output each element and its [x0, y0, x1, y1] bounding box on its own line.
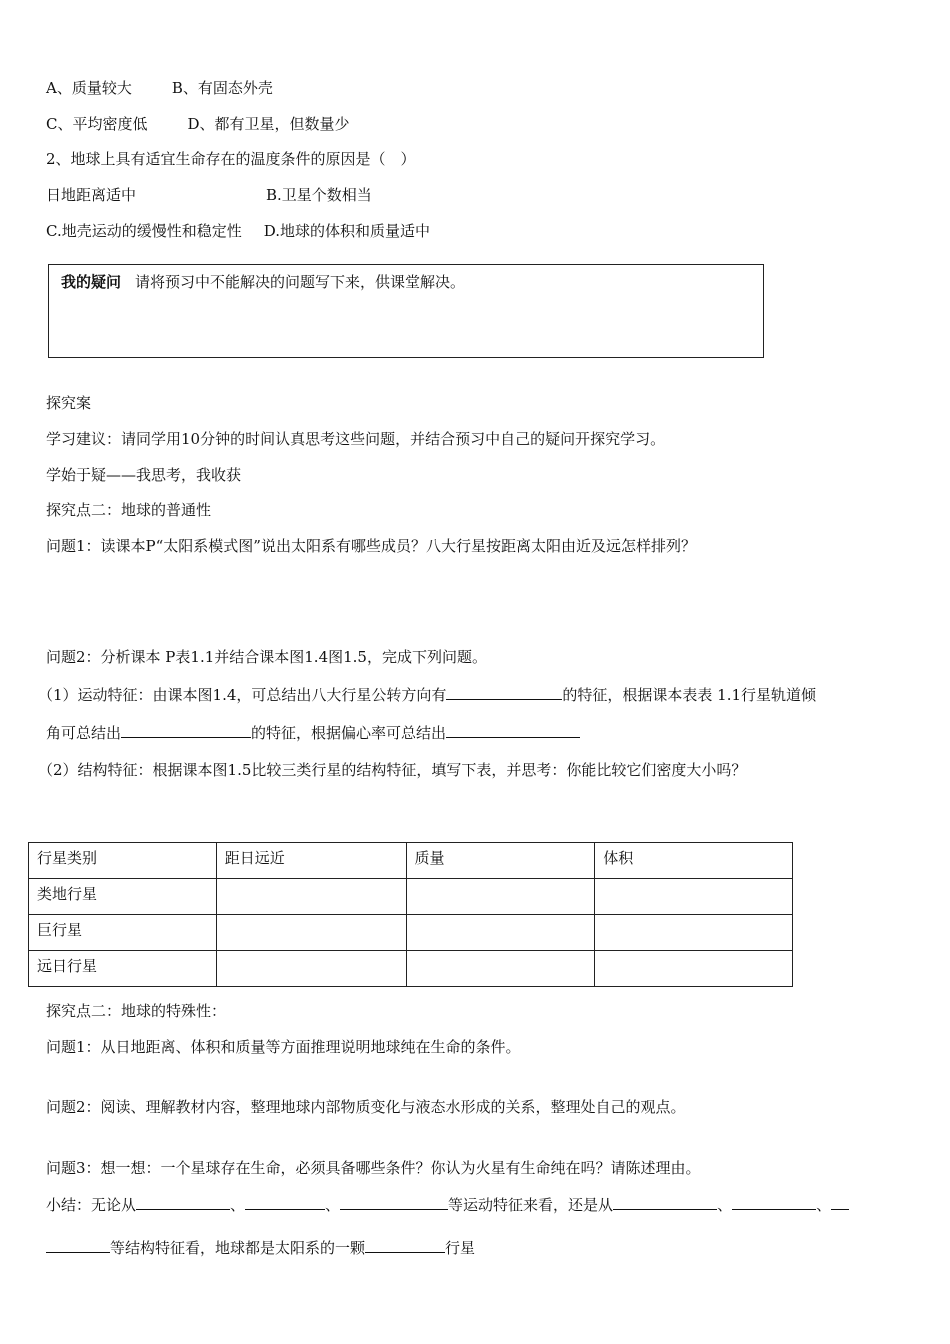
- table-header-cell: 行星类别: [29, 843, 217, 879]
- table-cell[interactable]: [406, 951, 595, 987]
- q2-options-row-ab: [46, 185, 372, 205]
- table-cell[interactable]: [595, 915, 793, 951]
- point2-question-2: 问题2：阅读、理解教材内容，整理地球内部物质变化与液态水形成的关系，整理处自己的观点。: [46, 1098, 686, 1116]
- blank-summary-3[interactable]: [340, 1194, 448, 1210]
- doubt-box-text: 请将预习中不能解决的问题写下来，供课堂解决。: [135, 273, 466, 291]
- motion-text-c: 角可总结出: [46, 724, 122, 742]
- table-row-label: 类地行星: [29, 879, 217, 915]
- blank-summary-6[interactable]: [831, 1194, 849, 1210]
- table-row: [29, 951, 793, 987]
- q2-option-b: B.卫星个数相当: [266, 186, 372, 204]
- table-row: [29, 915, 793, 951]
- summary-sep-1: 、: [230, 1196, 246, 1214]
- point1-question-1: 问题1：读课本P“太阳系模式图”说出太阳系有哪些成员？八大行星按距离太阳由近及远怎样排列？: [46, 537, 696, 555]
- explore-point-1-title: 探究点二：地球的普通性: [46, 501, 212, 519]
- summary-text-d: 行星: [445, 1239, 476, 1257]
- option-d: D、都有卫星，但数量少: [187, 115, 350, 133]
- summary-line1: [46, 1194, 849, 1215]
- doubt-box-label: 我的疑问: [61, 273, 122, 291]
- structure-features: （2）结构特征：根据课本图1.5比较三类行星的结构特征，填写下表，并思考：你能比较它们密度大小吗？: [38, 761, 747, 779]
- q2-options-row-cd: [46, 221, 430, 241]
- explore-point-2-title: 探究点二：地球的特殊性：: [46, 1002, 227, 1020]
- question-2-stem: 2、地球上具有适宜生命存在的温度条件的原因是（ ）: [46, 150, 416, 168]
- option-b: B、有固态外壳: [171, 79, 273, 97]
- table-row-label: 远日行星: [29, 951, 217, 987]
- table-header-cell: 距日远近: [216, 843, 406, 879]
- q2-option-a: 日地距离适中: [46, 186, 137, 204]
- motion-text-b: 的特征，根据课本表表 1.1行星轨道倾: [562, 686, 817, 704]
- doubt-box[interactable]: [48, 264, 764, 358]
- table-header-row: [29, 843, 793, 879]
- motion-features-line2: [46, 722, 580, 743]
- q2-option-d: D.地球的体积和质量适中: [263, 222, 430, 240]
- planet-structure-table: [28, 842, 793, 987]
- option-c: C、平均密度低: [46, 115, 148, 133]
- explore-title: 探究案: [46, 394, 92, 412]
- blank-orbit-inclination[interactable]: [121, 722, 251, 738]
- table-cell[interactable]: [595, 951, 793, 987]
- blank-summary-1[interactable]: [136, 1194, 230, 1210]
- blank-summary-7[interactable]: [46, 1237, 110, 1253]
- summary-text-a: 小结：无论从: [46, 1196, 137, 1214]
- table-header-cell: 质量: [406, 843, 595, 879]
- motion-text-a: （1）运动特征：由课本图1.4，可总结出八大行星公转方向有: [38, 686, 447, 704]
- point1-question-2: 问题2：分析课本 P表1.1并结合课本图1.4图1.5，完成下列问题。: [46, 648, 487, 666]
- table-header-cell: 体积: [595, 843, 793, 879]
- point2-question-3: 问题3：想一想：一个星球存在生命，必须具备哪些条件？你认为火星有生命纯在吗？请陈述理由。: [46, 1159, 701, 1177]
- table-cell[interactable]: [216, 915, 406, 951]
- summary-line2: [46, 1237, 475, 1258]
- table-cell[interactable]: [406, 915, 595, 951]
- summary-sep-4: 、: [816, 1196, 832, 1214]
- blank-summary-2[interactable]: [245, 1194, 325, 1210]
- blank-revolution-direction[interactable]: [446, 684, 562, 700]
- table-cell[interactable]: [595, 879, 793, 915]
- summary-sep-2: 、: [325, 1196, 341, 1214]
- option-a: A、质量较大: [46, 79, 132, 97]
- point2-question-1: 问题1：从日地距离、体积和质量等方面推理说明地球纯在生命的条件。: [46, 1038, 521, 1056]
- summary-text-b: 等运动特征来看，还是从: [448, 1196, 614, 1214]
- learning-advice: 学习建议：请同学用10分钟的时间认真思考这些问题，并结合预习中自己的疑问开探究学习。: [46, 430, 666, 448]
- table-cell[interactable]: [216, 879, 406, 915]
- motion-text-d: 的特征，根据偏心率可总结出: [251, 724, 447, 742]
- table-cell[interactable]: [406, 879, 595, 915]
- blank-summary-5[interactable]: [732, 1194, 816, 1210]
- table-row: [29, 879, 793, 915]
- blank-summary-8[interactable]: [365, 1237, 445, 1253]
- summary-text-c: 等结构特征看，地球都是太阳系的一颗: [110, 1239, 366, 1257]
- blank-eccentricity[interactable]: [446, 722, 580, 738]
- blank-summary-4[interactable]: [613, 1194, 717, 1210]
- options-row-ab: [46, 78, 273, 98]
- motto: 学始于疑——我思考，我收获: [46, 466, 242, 484]
- summary-sep-3: 、: [717, 1196, 733, 1214]
- table-row-label: 巨行星: [29, 915, 217, 951]
- motion-features-line1: [38, 684, 816, 705]
- options-row-cd: [46, 114, 350, 134]
- q2-option-c: C.地壳运动的缓慢性和稳定性: [46, 222, 242, 240]
- table-cell[interactable]: [216, 951, 406, 987]
